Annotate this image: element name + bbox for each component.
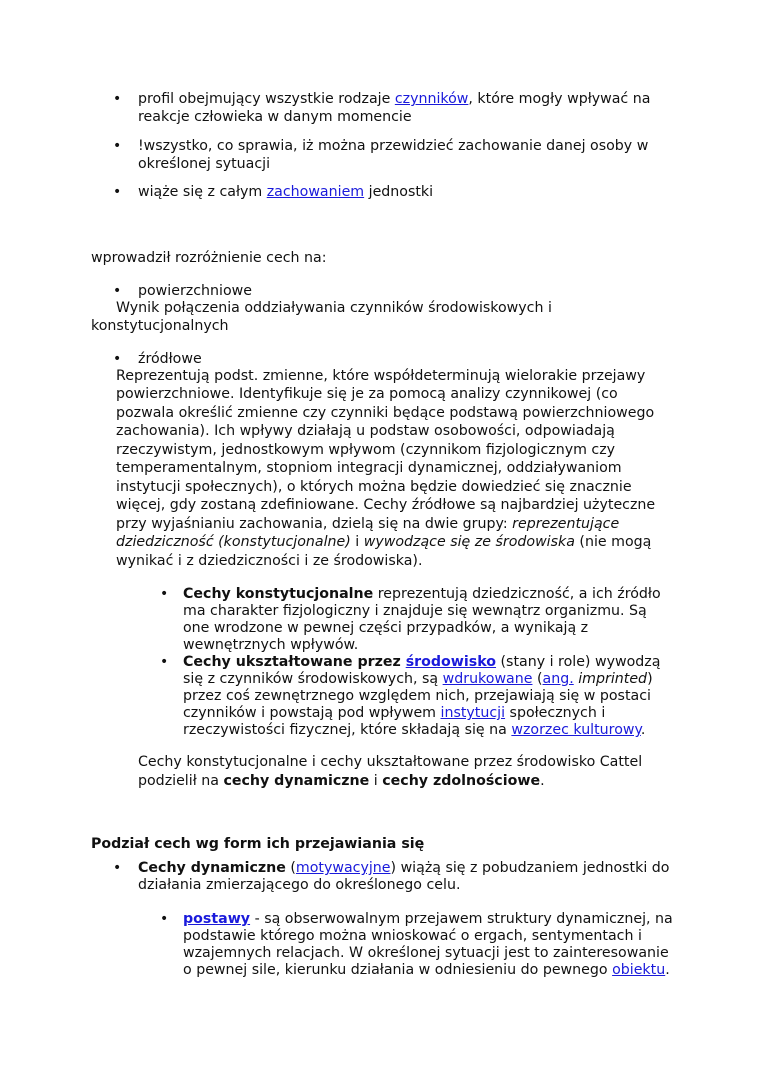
source-text: powierzchniowe. Identyfikuje się je za pomocą analizy czynnikowej (co [116,386,618,402]
postawy-text [183,961,670,979]
text: czynników i powstają pod wpływem [183,705,441,721]
postawy-text [183,910,673,928]
source-text: Reprezentują podst. zmienne, które współdeterminują wielorakie przejawy [116,368,646,384]
text: Cechy ukształtowane przez [183,654,406,670]
bullet: • [160,654,169,670]
env-text [183,670,653,688]
bullet: • [113,91,122,107]
bullet: • [160,586,169,602]
text: Cechy konstytucjonalne [183,586,374,602]
cattel-text [138,772,545,790]
text: (nie mogą [574,534,652,550]
link-wzorzec-kulturowy[interactable]: wzorzec kulturowy [511,722,641,738]
text: społecznych i [505,705,606,721]
constit-text: one wrodzone w pewnej części przypadków, a wynikają z [183,620,589,636]
text: się z czynników środowiskowych, są [183,671,443,687]
source-text: zachowania). Ich wpływy działają u podstaw osobowości, odpowiadają [116,423,615,439]
source-text: więcej, gdy zostaną zdefiniowane. Cechy źródłowe są najbardziej użyteczne [116,497,656,513]
text: , które mogły wpływać na [468,91,651,107]
text: . [640,722,646,738]
text: przy wyjaśnianiu zachowania, dzielą się na dwie grupy: [116,516,513,532]
bullet: • [113,351,122,367]
postawy-text: podstawie którego można wnioskować o ergach, sentymentach i [183,928,642,944]
text: i [350,534,364,550]
text: imprinted [573,671,648,687]
source-text: instytucji społecznych), o których można będzie dowiedzieć się znacznie [116,479,632,495]
text: i [369,773,383,789]
text: ) [647,671,653,687]
link-zachowaniem[interactable]: zachowaniem [266,184,365,200]
text: ) wiążą się z pobudzaniem jednostki do [390,860,670,876]
link-wdrukowane[interactable]: wdrukowane [442,671,533,687]
text: reprezentują dziedziczność, a ich źródło [373,586,661,602]
link-ang[interactable]: ang. [542,671,574,687]
text: ( [532,671,543,687]
bullet: • [113,184,122,200]
dynamic-text: działania zmierzającego do określonego celu. [138,877,461,893]
text: cechy dynamiczne [223,773,370,789]
source-text: temperamentalnym, stopniom integracji dynamicznej, oddziaływaniom [116,460,622,476]
text: . [540,773,545,789]
source-text: wynikać i z dziedziczności i ze środowiska). [116,553,423,569]
constit-text: wewnętrznych wpływów. [183,637,359,653]
constit-text [183,585,661,603]
source-text: pozwala określić zmienne czy czynniki będące podstawą powierzchniowego [116,405,655,421]
link-obiektu[interactable]: obiektu [612,962,666,978]
intro-text: wprowadził rozróżnienie cech na: [91,250,327,266]
postawy-text: wzajemnych relacjach. W określonej sytuacji jest to zainteresowanie [183,945,669,961]
source-text: rzeczywistym, jednostkowym wpływom (czynnikom fizjologicznym czy [116,442,616,458]
env-text [183,721,645,739]
source-text [116,533,651,551]
cattel-text: Cechy konstytucjonalne i cechy ukształtowane przez środowisko Cattel [138,754,643,770]
text: profil obejmujący wszystkie rodzaje [138,91,395,107]
constit-text: ma charakter fizjologiczny i znajduje się wewnątrz organizmu. Są [183,603,647,619]
text: (stany i role) wywodzą [496,654,661,670]
text: ( [285,860,296,876]
link-instytucji[interactable]: instytucji [440,705,506,721]
list-item-text: !wszystko, co sprawia, iż można przewidzieć zachowanie danej osoby w [138,138,649,154]
surface-text: konstytucjonalnych [91,318,229,334]
text: wiąże się z całym [138,184,267,200]
text: - są obserwowalnym przejawem struktury dynamicznej, na [250,911,673,927]
text: dziedziczność (konstytucjonalne) [116,534,351,550]
bullet: • [113,860,122,876]
text: podzielił na [138,773,224,789]
env-text [183,704,605,722]
text: o pewnej sile, kierunku działania w odniesieniu do pewnego [183,962,613,978]
link-czynnikow[interactable]: czynników [394,91,469,107]
text: cechy zdolnościowe [382,773,541,789]
env-text: przez coś zewnętrznego względem nich, przejawiają się w postaci [183,688,651,704]
link-srodowisko[interactable]: środowisko [405,654,497,670]
section-heading: Podział cech wg form ich przejawiania się [91,836,425,852]
text: . [665,962,670,978]
source-text [116,515,619,533]
env-text [183,653,660,671]
list-item-text [138,90,650,108]
bullet: • [113,138,122,154]
text: wywodzące się ze środowiska [363,534,575,550]
text: jednostki [364,184,434,200]
surface-label: powierzchniowe [138,283,252,299]
bullet: • [113,283,122,299]
dynamic-text [138,859,669,877]
link-motywacyjne[interactable]: motywacyjne [295,860,391,876]
list-item-text: określonej sytuacji [138,156,271,172]
list-item-text [138,183,433,201]
bullet: • [160,911,169,927]
list-item-text: reakcje człowieka w danym momencie [138,109,412,125]
text: reprezentujące [512,516,620,532]
surface-text: Wynik połączenia oddziaływania czynników środowiskowych i [116,300,552,316]
text: rzeczywistości fizycznej, które składają się na [183,722,512,738]
source-label: źródłowe [138,351,202,367]
link-postawy[interactable]: postawy [183,911,251,927]
text: Cechy dynamiczne [138,860,286,876]
